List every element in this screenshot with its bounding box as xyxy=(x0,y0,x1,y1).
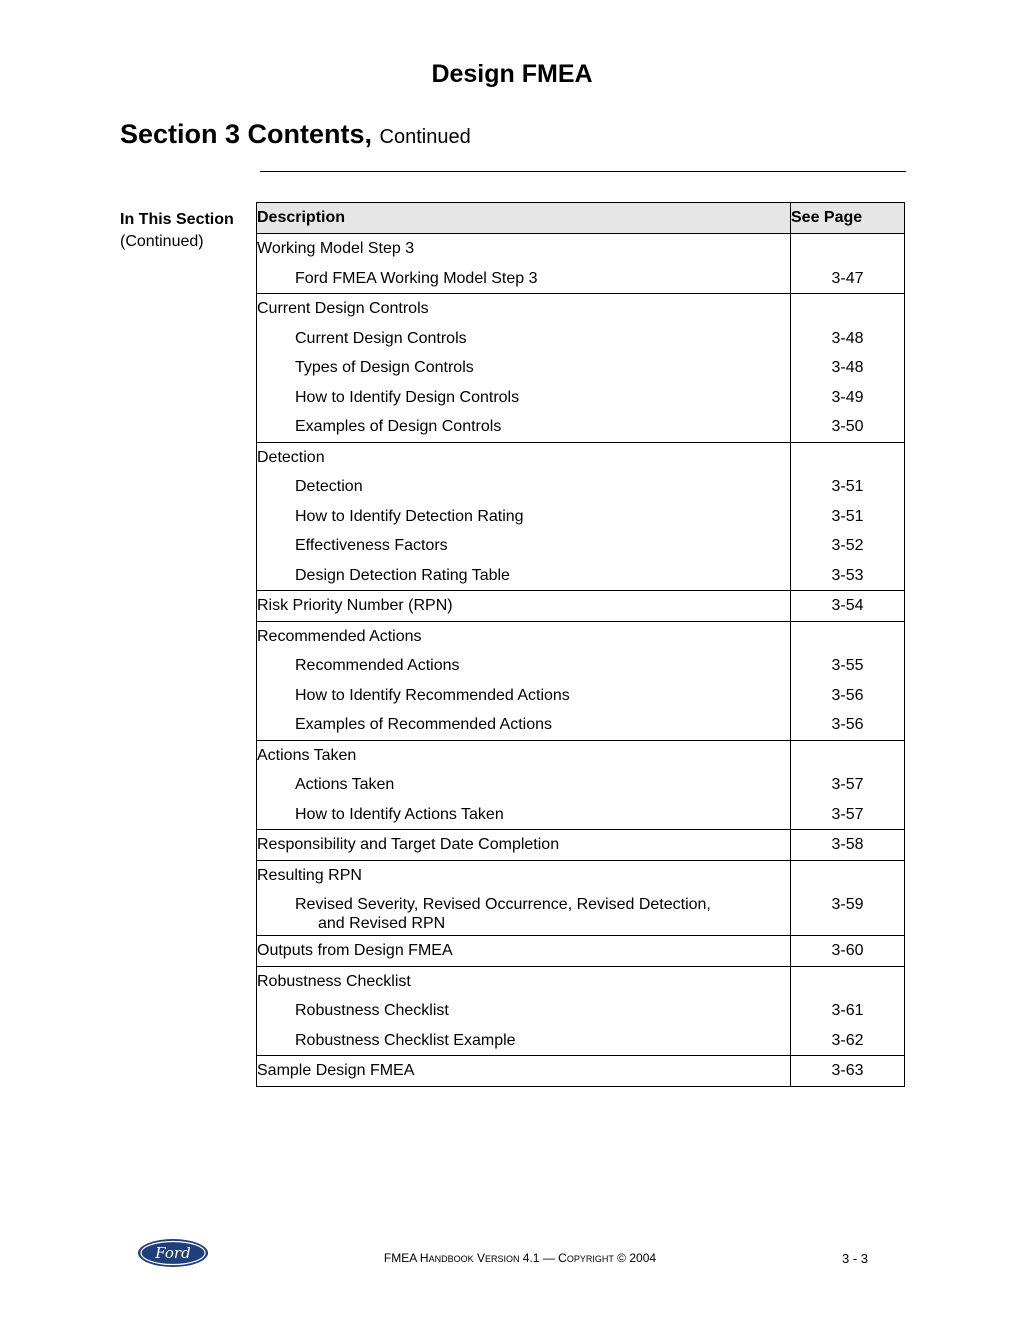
toc-group-title: Current Design Controls xyxy=(257,300,429,317)
toc-group-description xyxy=(257,740,791,830)
toc-group-pages xyxy=(791,966,905,1056)
toc-item: Robustness Checklist Example xyxy=(295,1031,516,1049)
toc-group-description xyxy=(257,442,791,591)
toc-group-pages xyxy=(791,621,905,740)
contents-body xyxy=(257,234,905,1087)
toc-group xyxy=(257,442,905,591)
toc-group-description xyxy=(257,294,791,443)
toc-group-page: 3-58 xyxy=(831,836,864,853)
toc-group xyxy=(257,234,905,294)
toc-group-page xyxy=(791,741,904,771)
toc-item: Examples of Recommended Actions xyxy=(295,716,553,733)
toc-group-title: Sample Design FMEA xyxy=(257,1062,415,1079)
toc-group-title: Resulting RPN xyxy=(257,866,362,884)
toc-item-page: 3-56 xyxy=(831,716,864,733)
toc-item-page: 3-50 xyxy=(831,418,864,435)
toc-item: Examples of Design Controls xyxy=(295,418,502,435)
toc-group-title: Detection xyxy=(257,448,325,466)
ford-logo-text: Ford xyxy=(155,1244,191,1262)
toc-group-title: Working Model Step 3 xyxy=(257,240,415,257)
section-divider xyxy=(260,171,906,172)
toc-group-title: Responsibility and Target Date Completion xyxy=(257,836,560,853)
toc-group-pages xyxy=(791,294,905,443)
toc-group xyxy=(257,830,905,861)
toc-group-title: Recommended Actions xyxy=(257,627,422,645)
toc-item: Current Design Controls xyxy=(295,329,467,347)
toc-group-page xyxy=(791,622,904,652)
section-title: Section 3 Contents, xyxy=(120,119,373,149)
toc-group-pages xyxy=(791,591,905,622)
toc-item-page: 3-51 xyxy=(831,507,864,525)
toc-item: How to Identify Recommended Actions xyxy=(295,686,570,704)
description-column-header: Description xyxy=(257,203,791,234)
toc-group-description xyxy=(257,591,791,622)
toc-item: How to Identify Design Controls xyxy=(295,388,520,406)
toc-item-page: 3-51 xyxy=(831,478,864,495)
toc-item: Types of Design Controls xyxy=(295,359,474,376)
toc-group-description xyxy=(257,860,791,936)
toc-item: Detection xyxy=(295,478,363,495)
toc-item-page: 3-53 xyxy=(831,566,864,584)
section-heading xyxy=(120,119,471,150)
toc-item-page: 3-52 xyxy=(831,537,864,554)
toc-group-page xyxy=(791,443,904,473)
toc-group-pages xyxy=(791,234,905,294)
toc-group-pages xyxy=(791,830,905,861)
toc-item-page: 3-47 xyxy=(831,269,864,287)
toc-group-pages xyxy=(791,860,905,936)
toc-item-page: 3-49 xyxy=(831,388,864,406)
toc-group-description xyxy=(257,936,791,967)
toc-group xyxy=(257,294,905,443)
toc-item: Robustness Checklist xyxy=(295,1002,449,1019)
toc-item: How to Identify Actions Taken xyxy=(295,805,504,823)
toc-group-page: 3-63 xyxy=(831,1062,864,1079)
toc-item-page: 3-48 xyxy=(831,359,864,376)
toc-item: How to Identify Detection Rating xyxy=(295,507,524,525)
contents-table xyxy=(256,202,905,1087)
toc-group xyxy=(257,740,905,830)
toc-group-page xyxy=(791,294,904,324)
toc-group-description xyxy=(257,621,791,740)
document-title: Design FMEA xyxy=(431,60,593,88)
toc-group xyxy=(257,621,905,740)
toc-item-page: 3-61 xyxy=(831,1002,864,1019)
toc-group-page: 3-54 xyxy=(831,597,864,614)
toc-group-pages xyxy=(791,442,905,591)
toc-group-description xyxy=(257,830,791,861)
toc-group-title: Actions Taken xyxy=(257,746,357,764)
toc-item xyxy=(257,890,790,935)
toc-item-page: 3-62 xyxy=(831,1031,864,1049)
toc-group-pages xyxy=(791,936,905,967)
toc-group-title: Outputs from Design FMEA xyxy=(257,942,453,959)
toc-group-page: 3-60 xyxy=(831,942,864,959)
toc-group xyxy=(257,966,905,1056)
toc-item-page: 3-57 xyxy=(831,776,864,793)
toc-group-title: Robustness Checklist xyxy=(257,972,411,990)
side-label-sub: (Continued) xyxy=(120,233,204,250)
toc-group xyxy=(257,1056,905,1087)
toc-item-label: Revised Severity, Revised Occurrence, Revised Detection, xyxy=(295,896,711,913)
toc-item: Ford FMEA Working Model Step 3 xyxy=(295,269,538,287)
toc-item: Effectiveness Factors xyxy=(295,537,448,554)
toc-item-page: 3-48 xyxy=(831,329,864,347)
toc-group-pages xyxy=(791,740,905,830)
toc-group xyxy=(257,591,905,622)
side-label-title: In This Section xyxy=(120,211,234,228)
toc-item: Actions Taken xyxy=(295,776,395,793)
toc-group-description xyxy=(257,1056,791,1087)
toc-item-page: 3-59 xyxy=(831,896,864,913)
toc-item-page: 3-55 xyxy=(831,657,864,674)
toc-item-label-continued: and Revised RPN xyxy=(318,915,446,932)
toc-group-title: Risk Priority Number (RPN) xyxy=(257,597,453,614)
toc-group xyxy=(257,936,905,967)
toc-group-page xyxy=(791,861,904,891)
footer-copyright: FMEA HANDBOOK VERSION 4.1 — COPYRIGHT © 2004 xyxy=(383,1251,657,1265)
toc-item-page: 3-56 xyxy=(831,686,864,704)
toc-group-page xyxy=(791,967,904,997)
toc-item: Recommended Actions xyxy=(295,657,460,674)
toc-group-page xyxy=(791,234,904,264)
toc-item-page: 3-57 xyxy=(831,805,864,823)
toc-group-description xyxy=(257,234,791,294)
footer-page-number: 3 - 3 xyxy=(842,1251,869,1266)
side-label xyxy=(120,209,234,253)
section-continued: Continued xyxy=(379,126,471,148)
toc-group-pages xyxy=(791,1056,905,1087)
toc-item: Design Detection Rating Table xyxy=(295,566,510,584)
toc-group xyxy=(257,860,905,936)
toc-group-description xyxy=(257,966,791,1056)
page-column-header: See Page xyxy=(791,203,905,234)
